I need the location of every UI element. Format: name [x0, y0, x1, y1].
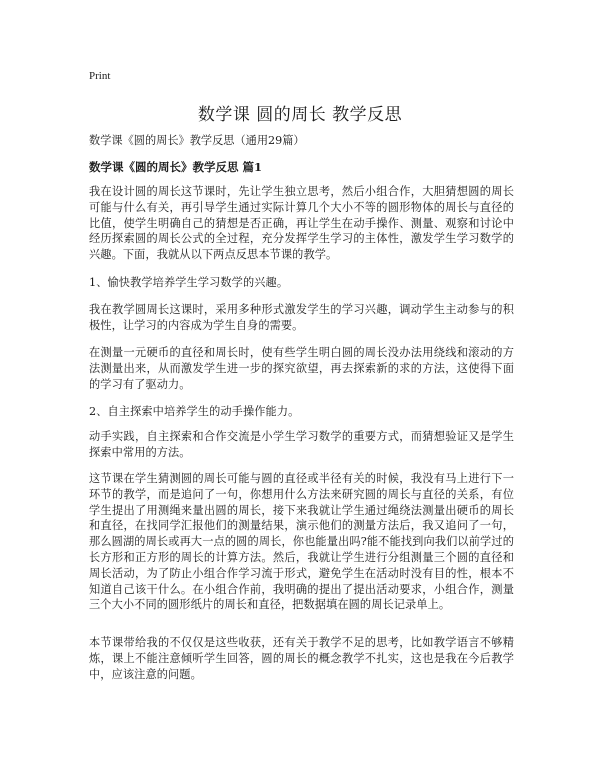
paragraph-point-1-heading: 1、愉快教学培养学生学习数学的兴趣。 — [89, 276, 289, 289]
paragraph-interest: 我在教学圆周长这课时，采用多种形式激发学生的学习兴趣，调动学生主动参与的积极性，让学习的内容成为学生自身的需要。 — [89, 303, 514, 332]
paragraph-point-2-heading: 2、自主探索中培养学生的动手操作能力。 — [89, 405, 300, 418]
paragraph-hands-on: 动手实践，自主探索和合作交流是小学生学习数学的重要方式，而猜想验证又是学生探索中常用的方法。 — [89, 430, 514, 459]
document-title: 数学课 圆的周长 教学反思 — [197, 105, 403, 125]
paragraph-conclusion: 本节课带给我的不仅仅是这些收获，还有关于教学不足的思考，比如教学语言不够精炼，课上不能注意倾听学生回答，圆的周长的概念教学不扎实，这也是我在今后教学中，应该注意的问题。 — [89, 636, 514, 681]
section-heading: 数学课《圆的周长》教学反思 篇1 — [89, 160, 263, 174]
print-label: Print — [89, 70, 111, 82]
document-subtitle: 数学课《圆的周长》教学反思（通用29篇） — [89, 134, 305, 147]
paragraph-lesson-detail: 这节课在学生猜测圆的周长可能与圆的直径或半径有关的时候，我没有马上进行下一环节的教学，而是追问了一句，你想用什么方法来研究圆的周长与直径的关系，有位学生提出了用测绳来量出圆的周长，接下来我就让学生通过绳绕法测量出硬币的周长和直径，在找同学汇报他们的测量结果，演示他们的测量方法后，我又追问了一句，那么圆湖的周长或再大一点的圆的周长，你也能量出吗?能不能找到向我们以前学过的长方形和正方形的周长的计算方法。然后，我就让学生进行分组测量三个圆的直径和周长活动，为了防止小组合作学习流于形式，避免学生在活动时没有目的性，根本不知道自己该干什么。在小组合作前，我明确的提出了提出活动要求，小组合作，测量三个大小不同的圆形纸片的周长和直径，把数据填在圆的周长记录单上。 — [89, 472, 514, 612]
paragraph-coin-measure: 在测量一元硬币的直径和周长时，使有些学生明白圆的周长没办法用绕线和滚动的方法测量出来，从而激发学生进一步的探究欲望，再去探索新的求的方法，这使得下面的学习有了驱动力。 — [89, 346, 514, 391]
paragraph-intro: 我在设计圆的周长这节课时，先让学生独立思考，然后小组合作，大胆猜想圆的周长可能与什么有关，再引导学生通过实际计算几个大小不等的圆形物体的周长与直径的比值，使学生明确自己的猜想是否正确，再让学生在动手操作、测量、观察和讨论中经历探索圆的周长公式的全过程，充分发挥学生学习的主体性，激发学生学习数学的兴趣。下面，我就从以下两点反思本节课的教学。 — [89, 185, 514, 262]
